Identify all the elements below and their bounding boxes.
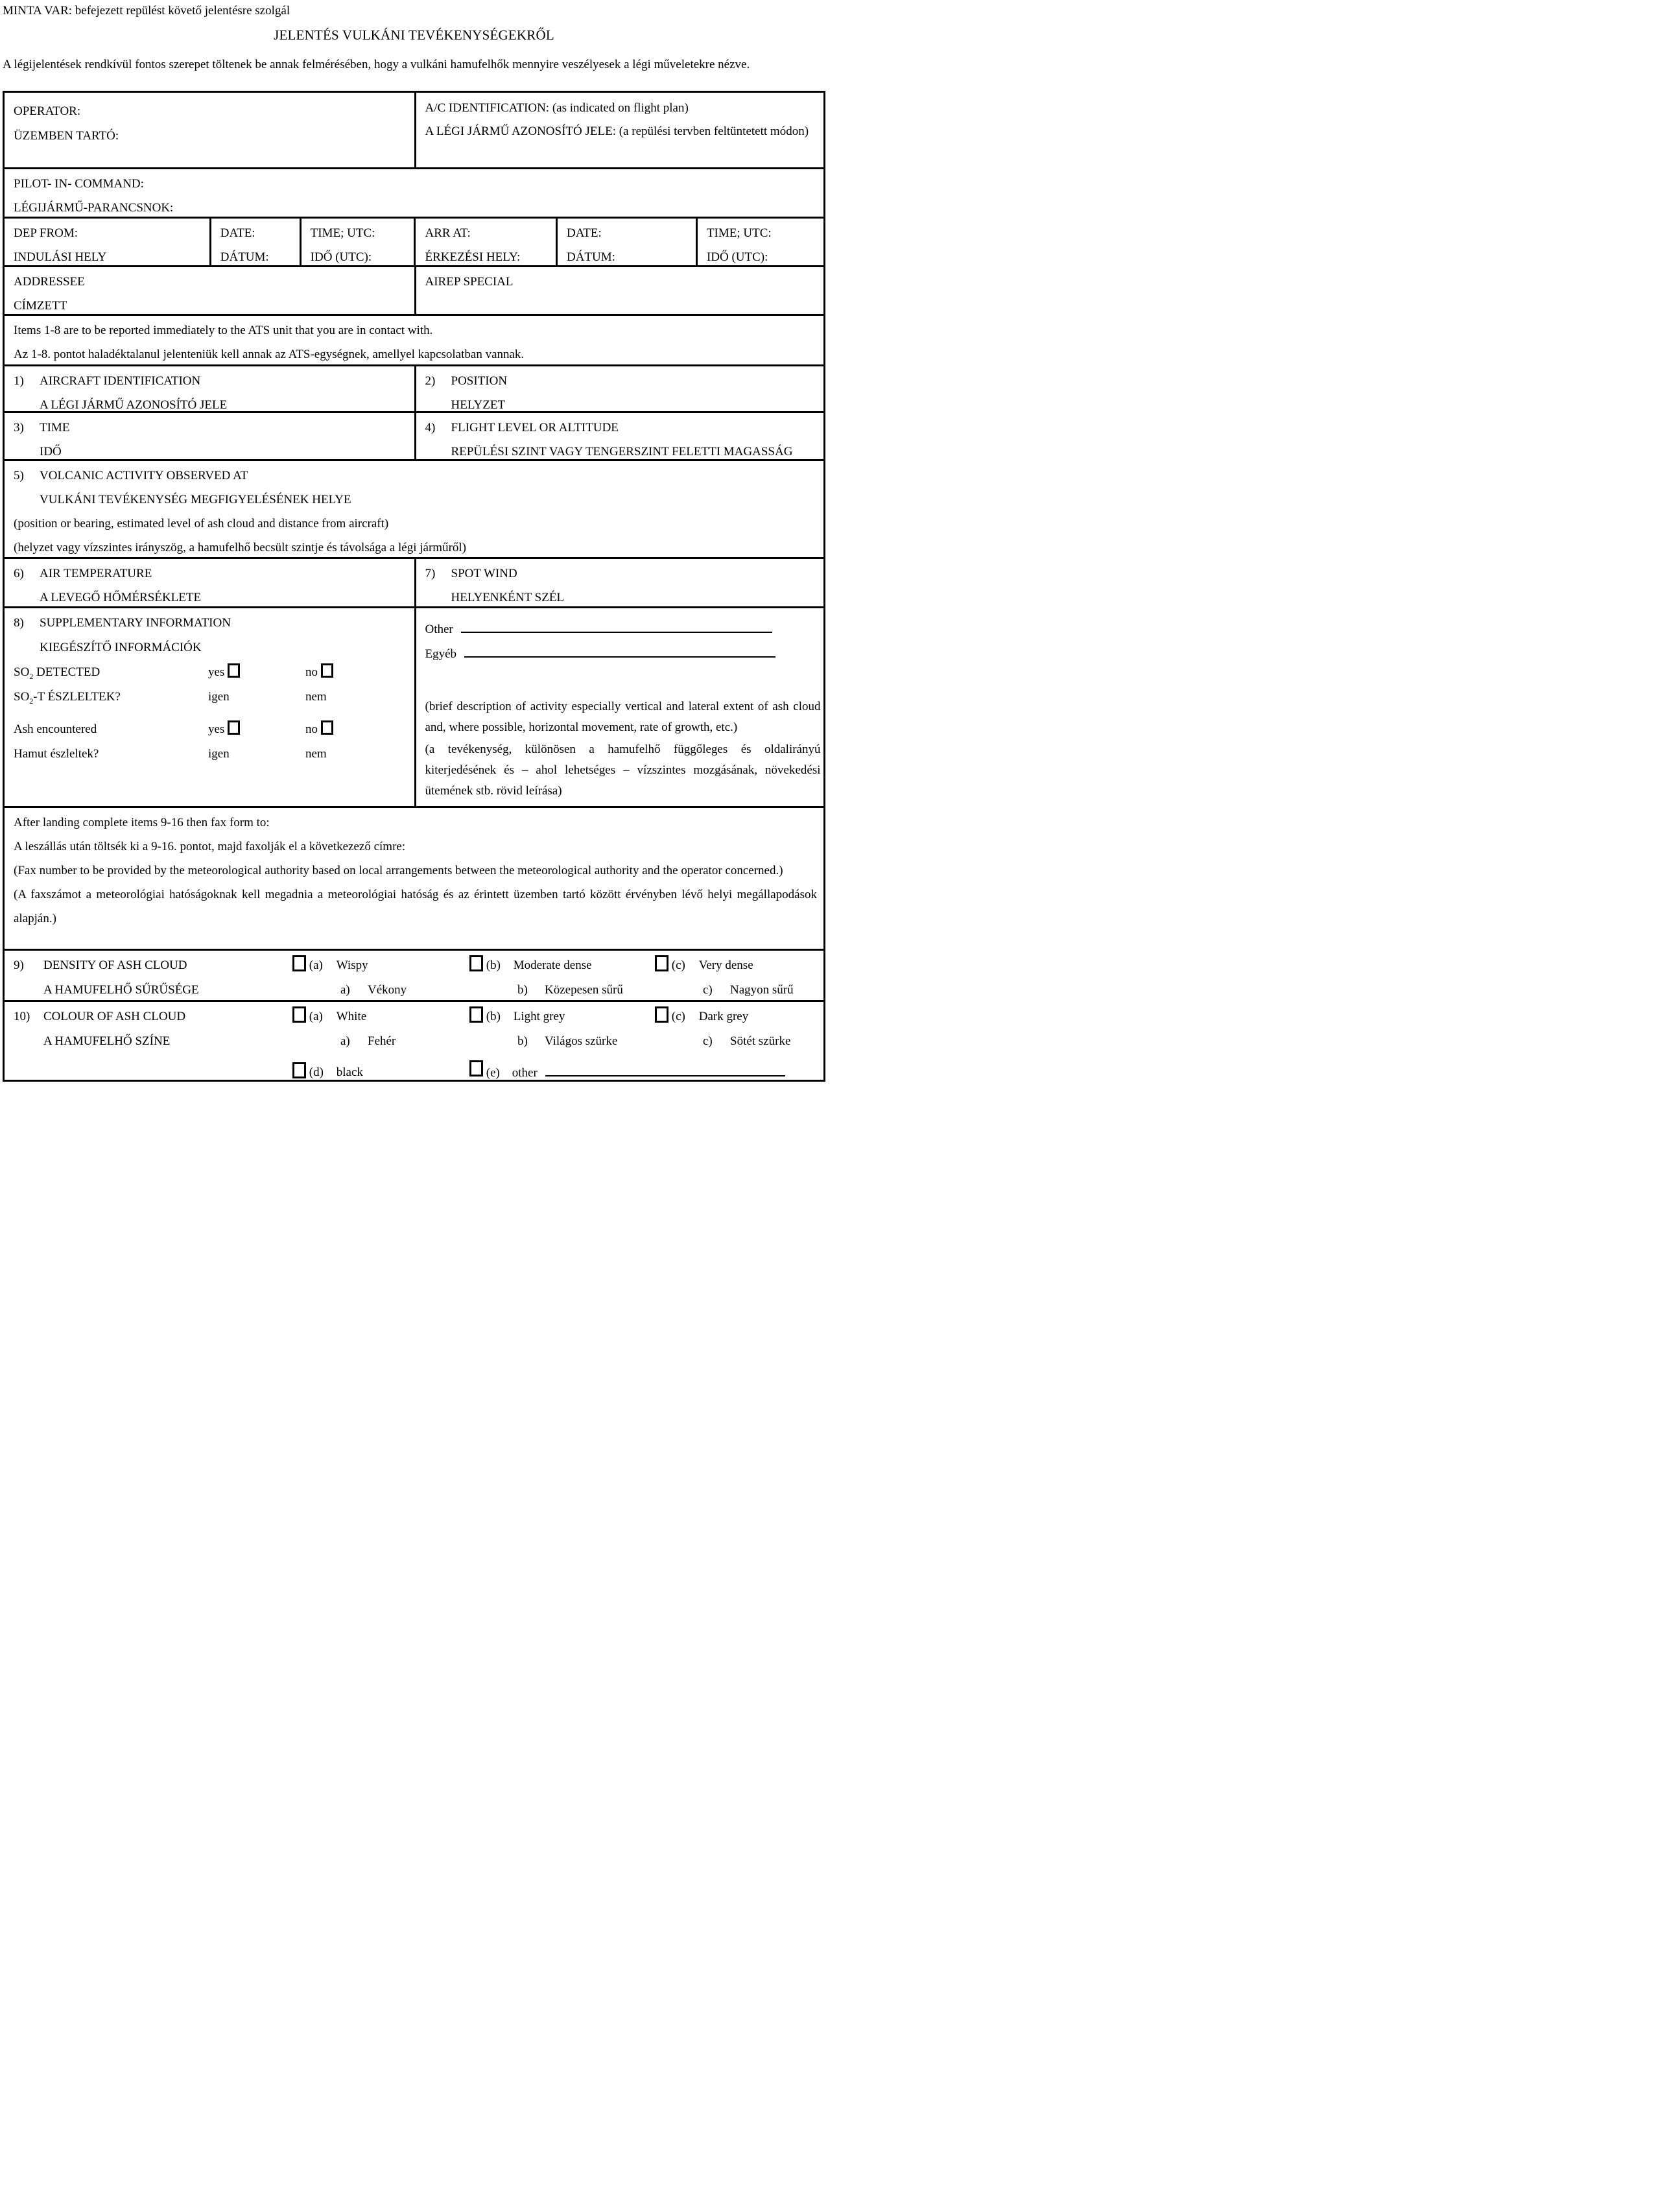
colour-lightgrey-label: Light grey <box>513 1010 565 1023</box>
var-form-page <box>0 4 828 1114</box>
colour-a-letter-hu: a) <box>340 1034 350 1048</box>
ash-no-checkbox[interactable] <box>321 720 333 735</box>
dep-from-label-hu: INDULÁSI HELY <box>14 250 107 264</box>
after-landing-en: After landing complete items 9-16 then fax form to: <box>14 816 270 829</box>
ash-yes-label: yes <box>208 722 225 736</box>
colour-lightgrey-checkbox[interactable] <box>469 1006 483 1023</box>
colour-black-checkbox[interactable] <box>292 1062 306 1078</box>
row-departure-arrival <box>5 217 823 265</box>
density-verydense-label: Very dense <box>698 958 753 972</box>
density-c-letter-hu: c) <box>703 983 713 997</box>
arr-at-label-hu: ÉRKEZÉSI HELY: <box>425 250 521 264</box>
density-moderate-label-hu: Közepesen sűrű <box>545 983 623 997</box>
item5-note-en: (position or bearing, estimated level of ash cloud and distance from aircraft) <box>14 517 389 530</box>
form-title: JELENTÉS VULKÁNI TEVÉKENYSÉGEKRŐL <box>274 27 554 43</box>
item10-number: 10) <box>14 1010 30 1023</box>
density-wispy-checkbox[interactable] <box>292 955 306 971</box>
item5-label-en: VOLCANIC ACTIVITY OBSERVED AT <box>40 469 248 482</box>
item4-cell[interactable] <box>414 413 824 459</box>
row-addressee <box>5 265 823 314</box>
ash-nem-label: nem <box>305 747 327 761</box>
colour-white-checkbox[interactable] <box>292 1006 306 1023</box>
colour-white-label: White <box>336 1010 367 1023</box>
density-wispy-label: Wispy <box>336 958 368 972</box>
item10-label-hu: A HAMUFELHŐ SZÍNE <box>43 1034 171 1048</box>
var-form-table <box>3 91 825 1082</box>
so2-detected-row-hu <box>14 685 408 709</box>
colour-c-letter-hu: c) <box>703 1034 713 1048</box>
other-input-line[interactable] <box>461 623 772 633</box>
row-items-3-4 <box>5 411 823 459</box>
dep-time-label-en: TIME; UTC: <box>310 226 375 240</box>
item6-number: 6) <box>14 567 24 580</box>
so2-yes-checkbox[interactable] <box>228 663 240 678</box>
dep-date-cell[interactable] <box>209 219 300 265</box>
so2-detected-label: $SO_2$ DETECTED <box>14 665 101 681</box>
ash-no-label: no <box>305 722 318 736</box>
item4-label-hu: REPÜLÉSI SZINT VAGY TENGERSZINT FELETTI MAGASSÁG <box>451 445 793 458</box>
other-label-hu: Egyéb <box>425 647 457 661</box>
item7-cell[interactable] <box>414 559 824 606</box>
item4-number: 4) <box>425 421 436 434</box>
item8-description-hu: (a tevékenység, különösen a hamufelhő függőleges és oldalirányú kiterjedésének és – ahol lehetséges – vízszintes mozgásának, növekedési ütemének stb. rövid leírása) <box>425 743 821 798</box>
pilot-in-command-cell[interactable] <box>5 169 823 217</box>
item9-label-en: DENSITY OF ASH CLOUD <box>43 958 187 972</box>
after-landing-cell <box>5 808 823 949</box>
colour-other-checkbox[interactable] <box>469 1060 483 1076</box>
item3-label-en: TIME <box>40 421 70 434</box>
pic-label-hu: LÉGIJÁRMŰ-PARANCSNOK: <box>14 201 174 215</box>
row-item-5 <box>5 459 823 557</box>
airep-special-label: AIREP SPECIAL <box>425 275 514 289</box>
dep-time-cell[interactable] <box>300 219 414 265</box>
pic-label-en: PILOT- IN- COMMAND: <box>14 177 144 191</box>
colour-b-letter-hu: b) <box>517 1034 528 1048</box>
dep-date-label-hu: DÁTUM: <box>220 250 269 264</box>
so2-yes-label: yes <box>208 665 225 679</box>
operator-label-en: OPERATOR: <box>14 104 81 118</box>
density-b-letter-hu: b) <box>517 983 528 997</box>
item1-label-en: AIRCRAFT IDENTIFICATION <box>40 374 201 388</box>
so2-no-checkbox[interactable] <box>321 663 333 678</box>
colour-darkgrey-label: Dark grey <box>698 1010 749 1023</box>
fax-note-en: (Fax number to be provided by the meteorological authority based on local arrangements between the meteorological authority and the operator concerned.) <box>14 864 783 877</box>
row-pilot-in-command <box>5 167 823 217</box>
form-intro: A légijelentések rendkívül fontos szerepet töltenek be annak felmérésében, hogy a vulkáni hamufelhők mennyire veszélyesek a légi műveletekre nézve. <box>3 58 750 71</box>
item10-label-en: COLOUR OF ASH CLOUD <box>43 1010 186 1023</box>
item6-label-hu: A LEVEGŐ HŐMÉRSÉKLETE <box>40 591 202 604</box>
item5-cell[interactable] <box>5 461 823 557</box>
arr-date-cell[interactable] <box>556 219 696 265</box>
ash-encountered-label-hu: Hamut észleltek? <box>14 747 99 761</box>
item2-number: 2) <box>425 374 436 388</box>
arr-date-label-en: DATE: <box>566 226 602 240</box>
density-moderate-checkbox[interactable] <box>469 955 483 971</box>
arr-date-label-hu: DÁTUM: <box>566 250 615 264</box>
item7-label-hu: HELYENKÉNT SZÉL <box>451 591 565 604</box>
addressee-label-en: ADDRESSEE <box>14 275 85 289</box>
item9-number: 9) <box>14 958 24 972</box>
density-moderate-label: Moderate dense <box>513 958 592 972</box>
row-item-10 <box>5 1000 823 1080</box>
colour-e-letter: (e) <box>486 1066 500 1080</box>
item8-cell <box>5 608 414 806</box>
arr-time-label-en: TIME; UTC: <box>706 226 772 240</box>
row-items-6-7 <box>5 557 823 606</box>
so2-igen-label: igen <box>208 690 230 704</box>
item9-cell <box>5 951 823 1000</box>
item1-label-hu: A LÉGI JÁRMŰ AZONOSÍTÓ JELE <box>40 398 228 411</box>
density-b-letter: (b) <box>486 958 501 972</box>
item3-label-hu: IDŐ <box>40 445 62 458</box>
item2-label-hu: HELYZET <box>451 398 506 411</box>
colour-other-label: other <box>512 1066 538 1080</box>
colour-other-input-line[interactable] <box>545 1066 785 1076</box>
so2-nem-label: nem <box>305 690 327 704</box>
so2-detected-row <box>14 660 408 685</box>
item8-label-en: SUPPLEMENTARY INFORMATION <box>40 616 231 630</box>
item8-number: 8) <box>14 616 24 630</box>
dep-time-label-hu: IDŐ (UTC): <box>310 250 372 264</box>
item3-cell[interactable] <box>5 413 414 459</box>
ash-encountered-row <box>14 717 408 742</box>
item8-label-hu: KIEGÉSZÍTŐ INFORMÁCIÓK <box>40 641 202 654</box>
colour-b-letter: (b) <box>486 1010 501 1023</box>
item7-label-en: SPOT WIND <box>451 567 517 580</box>
arr-at-label-en: ARR AT: <box>425 226 471 240</box>
colour-black-label: black <box>336 1065 363 1079</box>
row-after-landing <box>5 806 823 949</box>
item4-label-en: FLIGHT LEVEL OR ALTITUDE <box>451 421 619 434</box>
item5-note-hu: (helyzet vagy vízszintes irányszög, a hamufelhő becsült szintje és távolsága a légi járműről) <box>14 541 467 554</box>
dep-from-cell[interactable] <box>5 219 209 265</box>
item3-number: 3) <box>14 421 24 434</box>
row-item-8 <box>5 606 823 806</box>
item9-label-hu: A HAMUFELHŐ SŰRŰSÉGE <box>43 983 199 997</box>
row-note-items-1-8 <box>5 314 823 364</box>
note-cell <box>5 316 823 364</box>
item1-number: 1) <box>14 374 24 388</box>
addressee-label-hu: CÍMZETT <box>14 299 67 313</box>
item8-other-cell <box>414 608 824 806</box>
colour-darkgrey-checkbox[interactable] <box>655 1006 668 1023</box>
density-a-letter-hu: a) <box>340 983 350 997</box>
other-label-en: Other <box>425 623 453 636</box>
row-item-9 <box>5 949 823 1000</box>
dep-from-label-en: DEP FROM: <box>14 226 78 240</box>
item6-label-en: AIR TEMPERATURE <box>40 567 152 580</box>
item7-number: 7) <box>425 567 436 580</box>
so2-no-label: no <box>305 665 318 679</box>
aircraft-id-label-en: A/C IDENTIFICATION: (as indicated on flight plan) <box>425 101 689 115</box>
aircraft-id-cell[interactable] <box>414 93 824 167</box>
item2-cell[interactable] <box>414 366 824 411</box>
after-landing-hu: A leszállás után töltsék ki a 9-16. pontot, majd faxolják el a következező címre: <box>14 840 406 853</box>
density-verydense-label-hu: Nagyon sűrű <box>730 983 794 997</box>
row-operator <box>5 93 823 167</box>
egyeb-input-line[interactable] <box>464 647 775 658</box>
aircraft-id-label-hu: A LÉGI JÁRMŰ AZONOSÍTÓ JELE: (a repülési tervben feltüntetett módon) <box>425 125 809 138</box>
note-hu: Az 1-8. pontot haladéktalanul jelenteniük kell annak az ATS-egységnek, amellyel kapcsolatban vannak. <box>14 348 525 361</box>
ash-encountered-row-hu <box>14 742 408 767</box>
arr-at-cell[interactable] <box>414 219 555 265</box>
ash-encountered-label: Ash encountered <box>14 722 97 736</box>
item8-description-en: (brief description of activity especially vertical and lateral extent of ash cloud and, where possible, horizontal movement, rate of growth, etc.) <box>425 700 821 734</box>
colour-d-letter: (d) <box>309 1065 324 1079</box>
item6-cell[interactable] <box>5 559 414 606</box>
colour-lightgrey-label-hu: Világos szürke <box>545 1034 618 1048</box>
item5-number: 5) <box>14 469 24 482</box>
operator-cell[interactable] <box>5 93 414 167</box>
colour-c-letter: (c) <box>671 1010 685 1023</box>
fax-note-hu: (A faxszámot a meteorológiai hatóságoknak kell megadnia a meteorológiai hatóság és az érintett üzemben tartó között érvényben lévő helyi megállapodások alapján.) <box>14 888 817 925</box>
addressee-cell[interactable] <box>5 267 414 314</box>
so2-detected-label-hu: $SO_2-T$ ÉSZLELTEK? <box>14 690 121 706</box>
density-c-letter: (c) <box>671 958 685 972</box>
item10-cell <box>5 1002 823 1080</box>
item5-label-hu: VULKÁNI TEVÉKENYSÉG MEGFIGYELÉSÉNEK HELYE <box>40 493 351 506</box>
colour-darkgrey-label-hu: Sötét szürke <box>730 1034 791 1048</box>
density-a-letter: (a) <box>309 958 323 972</box>
arr-time-label-hu: IDŐ (UTC): <box>706 250 768 264</box>
item2-label-en: POSITION <box>451 374 508 388</box>
item1-cell[interactable] <box>5 366 414 411</box>
form-kicker: MINTA VAR: befejezett repülést követő jelentésre szolgál <box>3 4 290 18</box>
operator-label-hu: ÜZEMBEN TARTÓ: <box>14 129 119 143</box>
colour-a-letter: (a) <box>309 1010 323 1023</box>
ash-yes-checkbox[interactable] <box>228 720 240 735</box>
arr-time-cell[interactable] <box>696 219 823 265</box>
airep-special-cell[interactable] <box>414 267 824 314</box>
density-wispy-label-hu: Vékony <box>368 983 407 997</box>
note-en: Items 1-8 are to be reported immediately to the ATS unit that you are in contact with. <box>14 324 433 337</box>
row-items-1-2 <box>5 364 823 411</box>
dep-date-label-en: DATE: <box>220 226 255 240</box>
colour-white-label-hu: Fehér <box>368 1034 396 1048</box>
ash-igen-label: igen <box>208 747 230 761</box>
density-verydense-checkbox[interactable] <box>655 955 668 971</box>
